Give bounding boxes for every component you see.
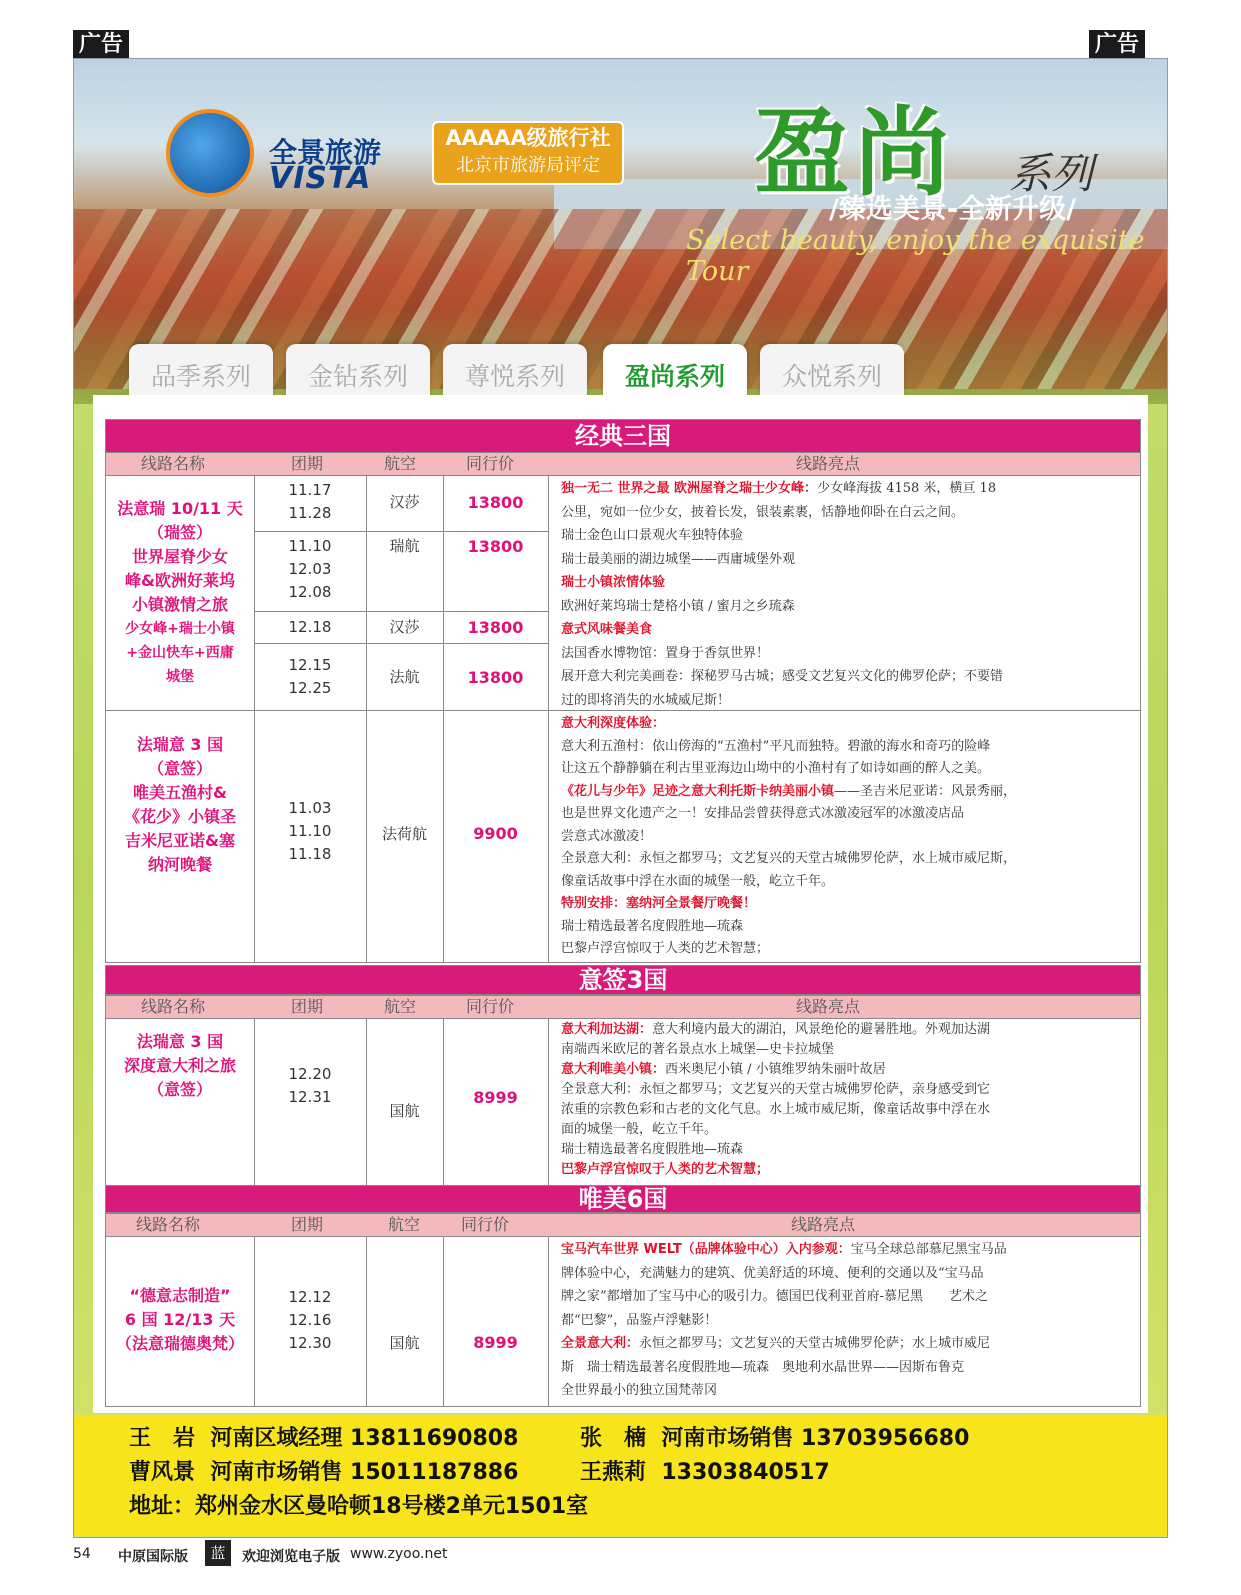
website-link[interactable]: www.zyoo.net [350,1546,448,1562]
series-suffix: 系列 [1009,149,1094,198]
price: 13800 [467,668,524,687]
ad-tag-right: 广告 [1089,30,1145,60]
highlight-line: 意大利唯美小镇：西米奥尼小镇 / 小镇维罗纳朱丽叶故居 [561,1062,886,1077]
highlight-line: 展开意大利完美画卷：探秘罗马古城；感受文艺复兴文化的佛罗伦萨；不要错 [561,669,1004,684]
route-name: 法意瑞 10/11 天 （瑞签） 世界屋脊少女 峰&欧洲好莱坞 小镇激情之旅 少女峰+瑞士小镇 +金山快车+西庸 城堡 [117,499,243,685]
price: 13800 [467,493,524,512]
series-slogan: /臻选美景-全新升级/ [829,194,1076,225]
highlight-line: 瑞士小镇浓情体验 [561,575,666,590]
route-highlights [561,713,1134,961]
highlight-line: 全景意大利：永恒之都罗马；文艺复兴的天堂古城佛罗伦萨；水上城市威尼 [561,1336,991,1351]
route-highlights [561,1020,1134,1180]
highlight-line: 瑞士精选最著名度假胜地—琉森 [561,918,744,934]
route-table: 法瑞意 3 国 深度意大利之旅 （意签） 12.20 12.31 国航 8999 意大利加达湖：意大利境内最大的湖泊，风景绝伦的避暑胜地。外观加达湖 南端西米欧尼的著名景点水上城堡—史卡拉城堡 意大利唯美小镇：西米奥尼小镇 / 小镇维罗纳朱丽叶故居 全景意大利：永恒之都罗马；文艺复兴的天堂古城佛罗伦萨，亲身感受到它 浓重的宗教色彩和古老的文化气息。水上城市威尼斯，像童话故事中浮在水 面的城堡一般，屹立千年。 瑞士精选最著名度假胜地—琉森 巴黎卢浮宫惊叹于人类的艺术智慧； [105,1018,1141,1186]
highlight-line: 欧洲好莱坞瑞士楚格小镇 / 蜜月之乡琉森 [561,598,795,614]
section-title: 经典三国 [105,419,1141,453]
price: 13800 [467,537,524,556]
highlight-line: 让这五个静静躺在利古里亚海边山坳中的小渔村有了如诗如画的醉人之美。 [561,761,991,776]
price: 9900 [473,824,518,843]
highlight-line: 全世界最小的独立国梵蒂冈 [561,1383,718,1398]
highlight-line: 瑞士最美丽的湖边城堡——西庸城堡外观 [561,551,796,567]
publication-name: 中原国际版 [118,1549,188,1565]
highlight-line: 公里，宛如一位少女，披着长发，银装素裹，恬静地仰卧在白云之间。 [561,504,965,520]
highlight-line: 独一无二 世界之最 欧洲屋脊之瑞士少女峰：少女峰海拔 4158 米，横亘 18 [561,481,997,496]
route-table: 法意瑞 10/11 天 （瑞签） 世界屋脊少女 峰&欧洲好莱坞 小镇激情之旅 少女峰+瑞士小镇 +金山快车+西庸 城堡 11.17 11.28 汉莎 13800 11.10 12.03 12.08 瑞航 13800 12.18 汉莎 13800 12.15 12.25 法航 13800 独一无二 世界之最 欧洲屋脊之瑞士少女峰：少女峰海拔 4158 米，横亘 18 公里，宛如一位少女，披着长发，银装素裹，恬静地仰卧在白云之间。 瑞士金色山口景观火车独特体验 瑞士最美丽的湖边城堡——西庸城堡外观 瑞士小镇浓情体验 欧洲好莱坞瑞士楚格小镇 / 蜜月之乡琉森 意式风味餐美食 法国香水博物馆：置身于香氛世界！ 展开意大利完美画卷：探秘罗马古城；感受文艺复兴文化的佛罗伦萨；不要错 过的即将消失的水城威尼斯！ 法瑞意 3 国 （意签） 唯美五渔村& 《花少》小镇圣 吉米尼亚诺&塞 纳河晚餐 11.03 11.10 11.18 法荷航 9900 意大利深度体验： 意大利五渔村：依山傍海的“五渔村”平凡而独特。碧澈的海水和奇巧的险峰 让这五个静静躺在利古里亚海边山坳中的小渔村有了如诗如画的醉人之美。 《花儿与少年》足迹之意大利托斯卡纳美丽小镇——圣吉米尼亚诺：风景秀丽， 也是世界文化遗产之一！安排品尝曾获得意式冰激凌冠军的冰激凌店品 尝意式冰激凌！ 全景意大利：永恒之都罗马；文艺复兴的天堂古城佛罗伦萨，水上城市威尼斯， 像童话故事中浮在水面的城堡一般，屹立千年。 特别安排：塞纳河全景餐厅晚餐！ 瑞士精选最著名度假胜地—琉森 巴黎卢浮宫惊叹于人类的艺术智慧； [105,475,1141,963]
highlight-line: 特别安排：塞纳河全景餐厅晚餐！ [561,896,757,911]
highlight-line: 瑞士金色山口景观火车独特体验 [561,528,744,543]
table-header: 线路名称 团期 航空 同行价 线路亮点 [105,995,1141,1019]
tab-zunyue[interactable]: 尊悦系列 [443,344,587,406]
route-name: “德意志制造” 6 国 12/13 天 （法意瑞德奥梵） [115,1286,244,1353]
table-header: 线路名称 团期 航空 同行价 线路亮点 [105,1213,1141,1237]
brand-cn: 全景旅游 [269,136,382,169]
content-panel [93,395,1148,1413]
highlight-line: 浓重的宗教色彩和古老的文化气息。水上城市威尼斯，像童话故事中浮在水 [561,1102,991,1117]
magazine-logo-icon: 蓝 [205,1540,231,1566]
route-name: 法瑞意 3 国 （意签） 唯美五渔村& 《花少》小镇圣 吉米尼亚诺&塞 纳河晚餐 [123,735,236,874]
rating-badge: AAAAA级旅行社 北京市旅游局评定 [432,121,624,185]
highlight-line: 瑞士精选最著名度假胜地—琉森 [561,1142,744,1157]
ad-tag-left: 广告 [73,30,129,60]
contact-row: 王燕莉 13303840517 [580,1460,830,1485]
route-highlights [561,477,1134,712]
address: 地址：郑州金水区曼哈顿18号楼2单元1501室 [129,1494,589,1519]
highlight-line: 面的城堡一般，屹立千年。 [561,1122,718,1137]
price: 8999 [473,1088,518,1107]
price: 8999 [473,1333,518,1352]
highlight-line: 全景意大利：永恒之都罗马；文艺复兴的天堂古城佛罗伦萨，亲身感受到它 [561,1082,991,1097]
tab-yingshang[interactable]: 盈尚系列 [603,344,747,406]
section-title: 意签3国 [105,965,1141,995]
contact-row: 王 岩 河南区域经理 13811690808 [129,1426,519,1451]
route-table: “德意志制造” 6 国 12/13 天 （法意瑞德奥梵） 12.12 12.16 12.30 国航 8999 宝马汽车世界 WELT（品牌体验中心）入内参观：宝马全球总部慕尼黑宝马品 牌体验中心，充满魅力的建筑、优美舒适的环境、便利的交通以及“宝马品 牌之家”都增加了宝马中心的吸引力。德国巴伐利亚首府-慕尼黑 艺术之 都“巴黎”，品鉴卢浮魅影！ 全景意大利：永恒之都罗马；文艺复兴的天堂古城佛罗伦萨；水上城市威尼 斯 瑞士精选最著名度假胜地—琉森 奥地利水晶世界——因斯布鲁克 全世界最小的独立国梵蒂冈 [105,1236,1141,1407]
highlight-line: 巴黎卢浮宫惊叹于人类的艺术智慧； [561,1162,770,1177]
highlight-line: 牌体验中心，充满魅力的建筑、优美舒适的环境、便利的交通以及“宝马品 [561,1265,984,1281]
highlight-line: 意式风味餐美食 [561,622,653,637]
highlight-line: 牌之家”都增加了宝马中心的吸引力。德国巴伐利亚首府-慕尼黑 艺术之 [561,1289,989,1304]
series-title: 盈尚 [754,97,954,209]
brand-en: VISTA [269,161,372,196]
highlight-line: 全景意大利：永恒之都罗马；文艺复兴的天堂古城佛罗伦萨，水上城市威尼斯， [561,851,1017,866]
series-english: Select beauty, enjoy the exquisite Tour [686,225,1145,287]
ad-frame [73,58,1168,1538]
highlight-line: 意大利深度体验： [561,716,666,731]
vista-logo-icon [166,109,254,197]
highlight-line: 过的即将消失的水城威尼斯！ [561,692,731,708]
price: 13800 [467,618,524,637]
route-highlights [561,1238,1134,1403]
highlight-line: 都“巴黎”，品鉴卢浮魅影！ [561,1312,718,1328]
contact-bar [74,1415,1167,1535]
highlight-line: 意大利五渔村：依山傍海的“五渔村”平凡而独特。碧澈的海水和奇巧的险峰 [561,738,991,754]
highlight-line: 也是世界文化遗产之一！安排品尝曾获得意式冰激凌冠军的冰激凌店品 [561,806,965,821]
tab-jinzuan[interactable]: 金钻系列 [286,344,430,406]
route-name: 法瑞意 3 国 深度意大利之旅 （意签） [123,1032,236,1099]
highlight-line: 宝马汽车世界 WELT（品牌体验中心）入内参观：宝马全球总部慕尼黑宝马品 [561,1242,1007,1257]
tab-pinji[interactable]: 品季系列 [129,344,273,406]
tab-zhongyue[interactable]: 众悦系列 [760,344,904,406]
welcome-text: 欢迎浏览电子版 [242,1549,340,1565]
highlight-line: 《花儿与少年》足迹之意大利托斯卡纳美丽小镇——圣吉米尼亚诺：风景秀丽， [561,783,1017,799]
contact-row: 曹风景 河南市场销售 15011187886 [129,1460,519,1485]
highlight-line: 尝意式冰激凌！ [561,828,653,844]
section-title: 唯美6国 [105,1185,1141,1213]
page-number: 54 [73,1546,91,1562]
highlight-line: 法国香水博物馆：置身于香氛世界！ [561,645,770,661]
highlight-line: 巴黎卢浮宫惊叹于人类的艺术智慧； [561,941,770,956]
contact-row: 张 楠 河南市场销售 13703956680 [580,1426,970,1451]
highlight-line: 南端西米欧尼的著名景点水上城堡—史卡拉城堡 [561,1042,835,1057]
highlight-line: 斯 瑞士精选最著名度假胜地—琉森 奥地利水晶世界——因斯布鲁克 [561,1359,965,1375]
highlight-line: 意大利加达湖：意大利境内最大的湖泊，风景绝伦的避暑胜地。外观加达湖 [561,1022,991,1037]
highlight-line: 像童话故事中浮在水面的城堡一般，屹立千年。 [561,873,835,889]
table-header: 线路名称 团期 航空 同行价 线路亮点 [105,452,1141,476]
